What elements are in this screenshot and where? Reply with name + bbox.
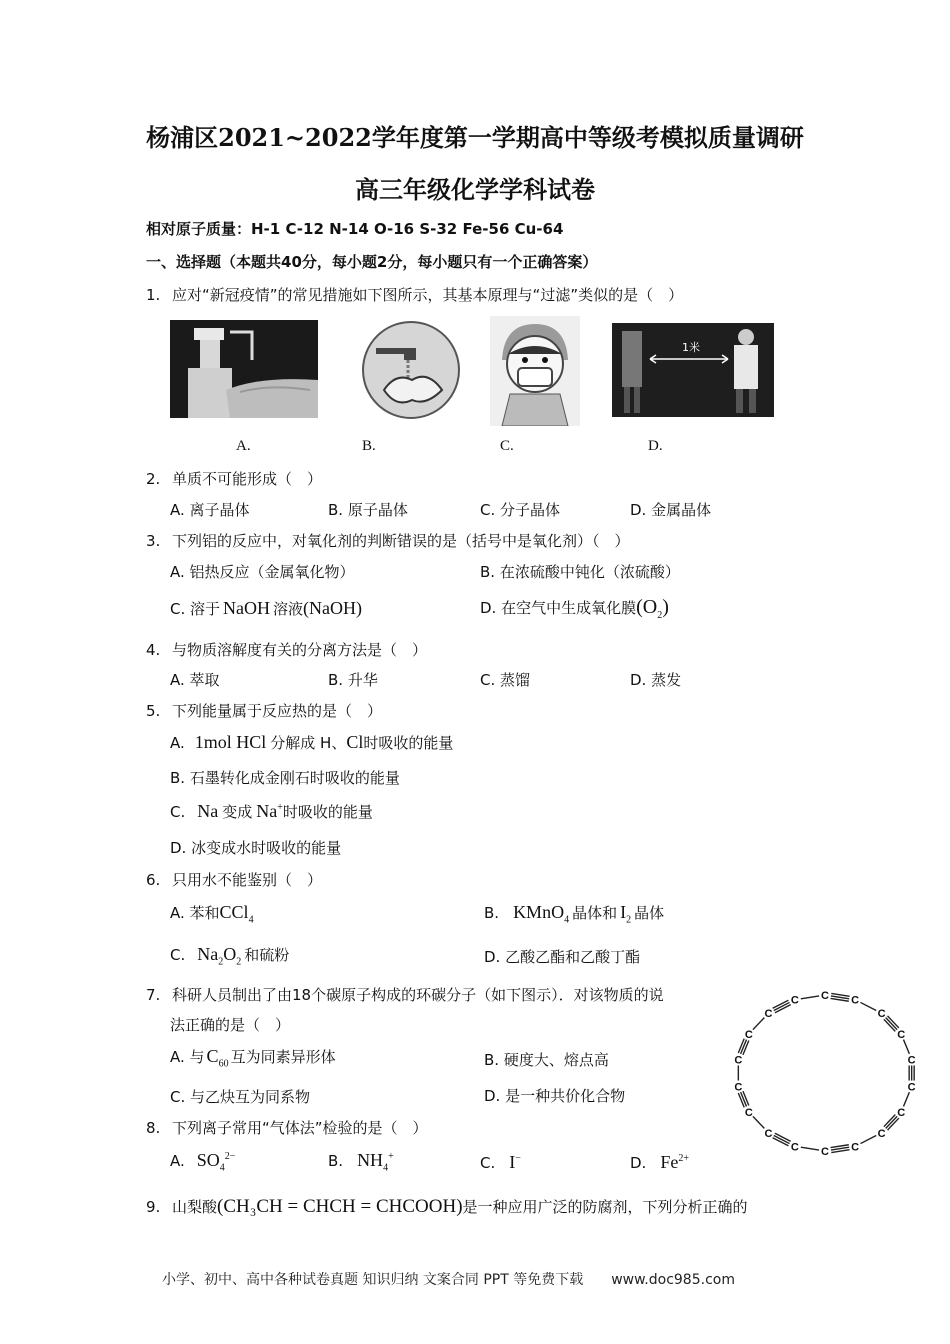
q7-option-a: A. 与 $C_{60}$ 互为同素异形体 — [170, 1046, 336, 1070]
image-label-a: A. — [236, 438, 251, 454]
q5-option-c: C. Na 变成 Na+时吸收的能量 — [170, 801, 373, 821]
q4-option-a: A. 萃取 — [170, 671, 220, 689]
formula: $Na_2O_2$ — [197, 944, 242, 968]
image-face-mask — [490, 316, 580, 426]
question-2 — [146, 468, 322, 489]
q3-option-b: B. 在浓硫酸中钝化（浓硫酸） — [480, 563, 680, 581]
carbon-atom: C — [734, 1054, 743, 1067]
q3-option-d — [480, 596, 669, 621]
q4-option-b: B. 升华 — [328, 671, 378, 689]
formula: (CH₃CH = CHCH = CHCOOH) — [217, 1196, 463, 1217]
q7-option-d: D. 是一种共价化合物 — [484, 1087, 626, 1105]
carbon-atom: C — [764, 1008, 773, 1021]
q2-option-a: A. 离子晶体 — [170, 501, 250, 519]
formula: Na+ — [256, 801, 283, 821]
single-bond — [903, 1040, 909, 1054]
question-text: 应对“新冠疫情”的常见措施如下图所示，其基本原理与“过滤”类似的是（ ） — [172, 286, 684, 304]
carbon-atom: C — [744, 1107, 753, 1119]
formula: $I_2$ — [620, 902, 632, 926]
question-9 — [146, 1196, 748, 1218]
q8-option-c: C. I− — [480, 1152, 521, 1172]
q4-option-d: D. 蒸发 — [630, 671, 682, 689]
single-bond — [860, 1002, 876, 1010]
image-label-d: D. — [648, 438, 663, 454]
single-bond — [903, 1092, 909, 1106]
q6-option-a: A. 苯和CCl$_4$ — [170, 902, 254, 926]
image-hand-washing — [356, 320, 466, 420]
cyclocarbon-ring-diagram — [725, 983, 925, 1163]
question-number: 7. — [146, 986, 161, 1004]
question-7-cont: 法正确的是（ ） — [170, 1016, 291, 1034]
formula: CCl$_4$ — [219, 902, 254, 926]
carbon-atom: C — [851, 994, 860, 1007]
formula: KMnO$_4$ — [513, 902, 570, 926]
option-label: C. 溶于 — [170, 600, 221, 618]
q2-option-b: B. 原子晶体 — [328, 501, 408, 519]
single-bond — [860, 1135, 876, 1143]
q3-option-a: A. 铝热反应（金属氧化物） — [170, 563, 355, 581]
question-8 — [146, 1117, 428, 1138]
question-text: 与物质溶解度有关的分离方法是（ ） — [172, 641, 428, 659]
q6-option-d: D. 乙酸乙酯和乙酸丁酯 — [484, 948, 641, 966]
formula: $SO_4^{2-}$ — [196, 1150, 236, 1174]
image-social-distance — [612, 323, 774, 417]
carbon-atom: C — [821, 1146, 829, 1158]
carbon-atom: C — [907, 1054, 916, 1067]
option-text: 溶液 — [273, 600, 304, 618]
carbon-atom: C — [744, 1029, 753, 1041]
q5-option-a: A. 1mol HCl 分解成 H、Cl时吸收的能量 — [170, 732, 454, 752]
footer-text: 小学、初中、高中各种试卷真题 知识归纳 文案合同 PPT 等免费下载 www.doc985.com — [162, 1272, 735, 1288]
distance-label: 1米 — [682, 341, 700, 354]
single-bond — [753, 1018, 764, 1030]
formula: Cl — [346, 732, 364, 752]
title-line-1: 杨浦区2021~2022学年度第一学期高中等级考模拟质量调研 — [146, 123, 804, 152]
carbon-atom: C — [851, 1141, 860, 1154]
question-text: 只用水不能鉴别（ ） — [172, 871, 323, 889]
carbon-atom: C — [877, 1008, 886, 1021]
question-text: 下列铝的反应中，对氧化剂的判断错误的是（括号中是氧化剂）（ ） — [172, 532, 630, 550]
question-text: 下列离子常用“气体法”检验的是（ ） — [172, 1119, 428, 1137]
question-5 — [146, 700, 382, 721]
carbon-atom: C — [907, 1081, 916, 1094]
question-number: 4. — [146, 641, 161, 659]
question-1 — [146, 284, 683, 305]
question-text: 单质不可能形成（ ） — [172, 470, 323, 488]
question-text: 科研人员制出了由18个碳原子构成的环碳分子（如下图示）．对该物质的说 — [172, 986, 664, 1004]
question-number: 6. — [146, 871, 161, 889]
q5-option-b: B. 石墨转化成金刚石时吸收的能量 — [170, 769, 400, 787]
formula: $(O_2)$ — [636, 596, 669, 621]
q4-option-c: C. 蒸馏 — [480, 671, 531, 689]
single-bond — [801, 996, 819, 999]
q8-option-d: D. $Fe^{2+}$ — [630, 1152, 689, 1172]
carbon-atom: C — [790, 1141, 799, 1154]
formula: $NH_4^+$ — [357, 1150, 394, 1174]
carbon-atom: C — [734, 1081, 743, 1094]
formula: 1mol HCl — [194, 732, 267, 752]
question-6 — [146, 869, 322, 890]
image-label-c: C. — [500, 438, 514, 454]
question-text: 下列能量属于反应热的是（ ） — [172, 702, 383, 720]
q5-option-d: D. 冰变成水时吸收的能量 — [170, 839, 342, 857]
carbon-atom: C — [897, 1107, 906, 1119]
q6-option-c: C. $Na_2O_2$ 和硫粉 — [170, 944, 290, 968]
formula: NaOH — [223, 598, 271, 618]
question-3 — [146, 530, 630, 551]
question-number: 1. — [146, 286, 161, 304]
carbon-atom: C — [897, 1029, 906, 1041]
q7-option-c: C. 与乙炔互为同系物 — [170, 1088, 311, 1106]
atomic-masses: 相对原子质量：H-1 C-12 N-14 O-16 S-32 Fe-56 Cu-64 — [146, 220, 564, 238]
carbon-atom: C — [764, 1127, 773, 1140]
formula: (NaOH) — [303, 598, 363, 618]
q7-option-b: B. 硬度大、熔点高 — [484, 1051, 609, 1069]
q3-option-c — [170, 598, 362, 619]
formula: I− — [509, 1152, 521, 1172]
question-4 — [146, 639, 427, 660]
question-number: 2. — [146, 470, 161, 488]
q6-option-b: B. KMnO$_4$ 晶体和 $I_2$ 晶体 — [484, 902, 665, 926]
option-text: D. 在空气中生成氧化膜 — [480, 599, 637, 617]
title-line-2: 高三年级化学学科试卷 — [355, 175, 595, 204]
carbon-atom: C — [821, 990, 829, 1002]
question-number: 8. — [146, 1119, 161, 1137]
image-hand-sanitizer — [170, 320, 318, 418]
formula: $Fe^{2+}$ — [660, 1152, 689, 1172]
carbon-atom: C — [790, 994, 799, 1007]
carbon-atom: C — [877, 1127, 886, 1140]
section-heading: 一、选择题（本题共40分，每小题2分，每小题只有一个正确答案） — [146, 253, 598, 271]
question-text: 山梨酸 — [172, 1198, 218, 1216]
question-text: 是一种应用广泛的防腐剂，下列分析正确的 — [462, 1198, 748, 1216]
question-number: 3. — [146, 532, 161, 550]
formula: $C_{60}$ — [206, 1046, 229, 1070]
single-bond — [801, 1147, 819, 1150]
question-number: 5. — [146, 702, 161, 720]
formula: Na — [197, 801, 219, 821]
image-label-b: B. — [362, 438, 376, 454]
q8-option-b: B. $NH_4^+$ — [328, 1150, 394, 1174]
q8-option-a: A. $SO_4^{2-}$ — [170, 1150, 236, 1174]
question-7 — [146, 984, 664, 1005]
single-bond — [753, 1116, 764, 1128]
q2-option-d: D. 金属晶体 — [630, 501, 712, 519]
q2-option-c: C. 分子晶体 — [480, 501, 561, 519]
question-number: 9. — [146, 1198, 161, 1216]
